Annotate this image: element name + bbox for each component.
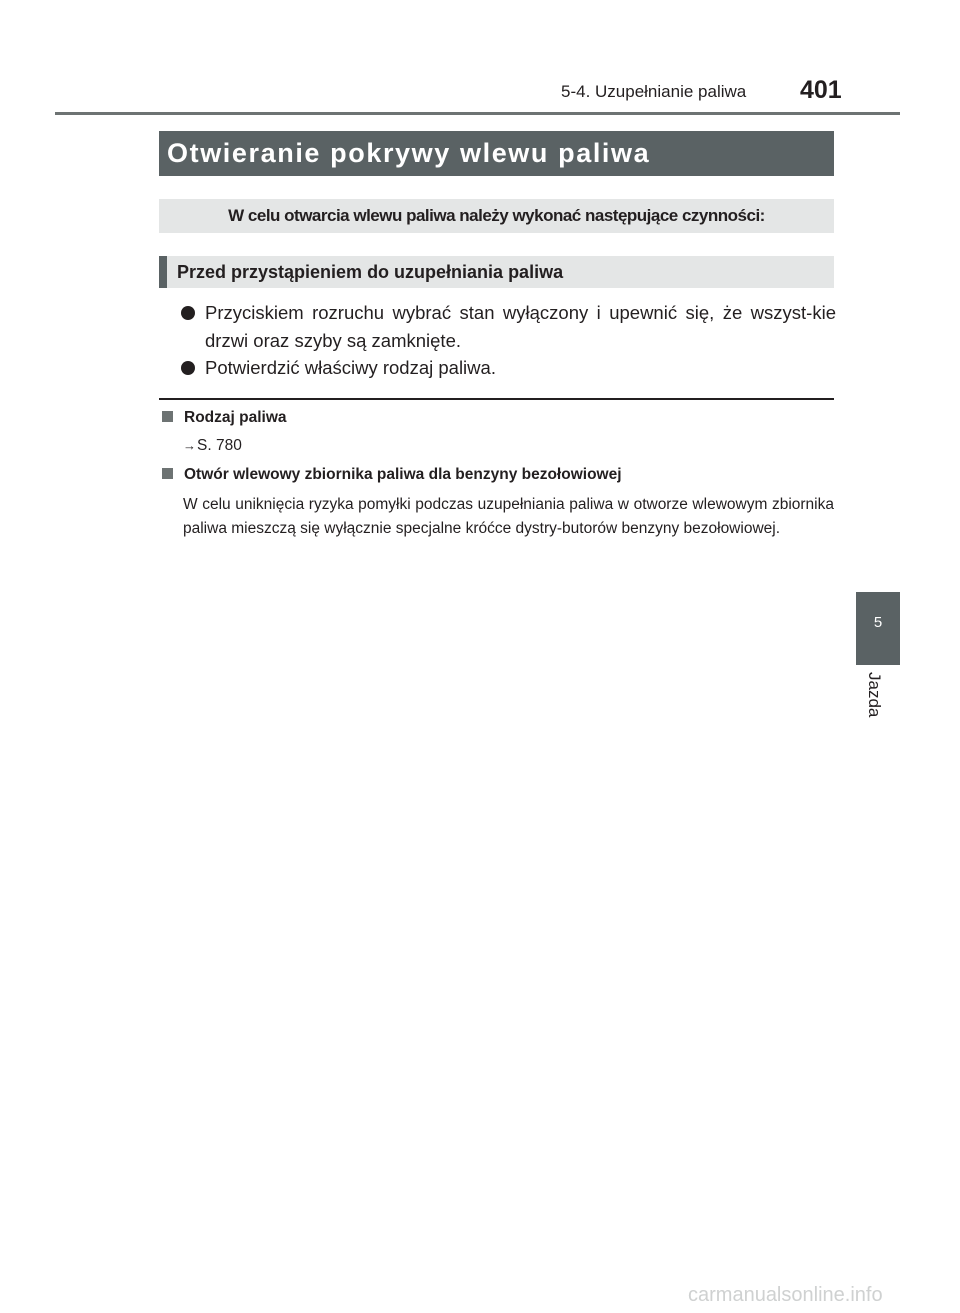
subsection-bar (159, 256, 834, 288)
chapter-number: 5 (873, 614, 883, 631)
square-bullet-icon (162, 468, 173, 479)
chapter-tab[interactable] (856, 592, 900, 665)
note-heading (162, 466, 622, 484)
intro-bar (159, 199, 834, 233)
header-section-title: 5-4. Uzupełnianie paliwa (561, 82, 747, 101)
note-heading (162, 409, 287, 427)
square-bullet-icon (162, 411, 173, 422)
bullet-item (181, 354, 836, 382)
title-bar (159, 131, 834, 176)
bullet-item (181, 299, 836, 355)
page-title: Otwieranie pokrywy wlewu paliwa (167, 138, 651, 168)
bullet-text: Potwierdzić właściwy rodzaj paliwa. (205, 357, 496, 378)
bullet-dot-icon (181, 361, 195, 375)
note-body: W celu uniknięcia ryzyka pomyłki podczas uzupełniania paliwa w otworze wlewowym zbiornika paliwa mieszczą się wyłącznie specjalne króćce dystry-butorów benzyny bezołowiowej. (183, 496, 834, 537)
section-divider (159, 398, 834, 400)
bullet-dot-icon (181, 306, 195, 320)
subsection-title: Przed przystąpieniem do uzupełniania paliwa (177, 261, 564, 282)
page-number: 401 (800, 76, 842, 104)
arrow-right-icon: → (183, 438, 196, 453)
intro-text: W celu otwarcia wlewu paliwa należy wykonać następujące czynności: (228, 206, 765, 225)
chapter-label: Jazda (865, 672, 884, 718)
note-heading-text: Rodzaj paliwa (184, 409, 287, 426)
page-reference (183, 437, 242, 455)
note-heading-text: Otwór wlewowy zbiornika paliwa dla benzyny bezołowiowej (184, 466, 622, 483)
page-reference-text: S. 780 (197, 437, 242, 454)
bullet-text: Przyciskiem rozruchu wybrać stan wyłączony i upewnić się, że wszyst-kie drzwi oraz szyby są zamknięte. (205, 302, 836, 351)
watermark: carmanualsonline.info (688, 1284, 883, 1306)
header-divider (55, 112, 900, 115)
